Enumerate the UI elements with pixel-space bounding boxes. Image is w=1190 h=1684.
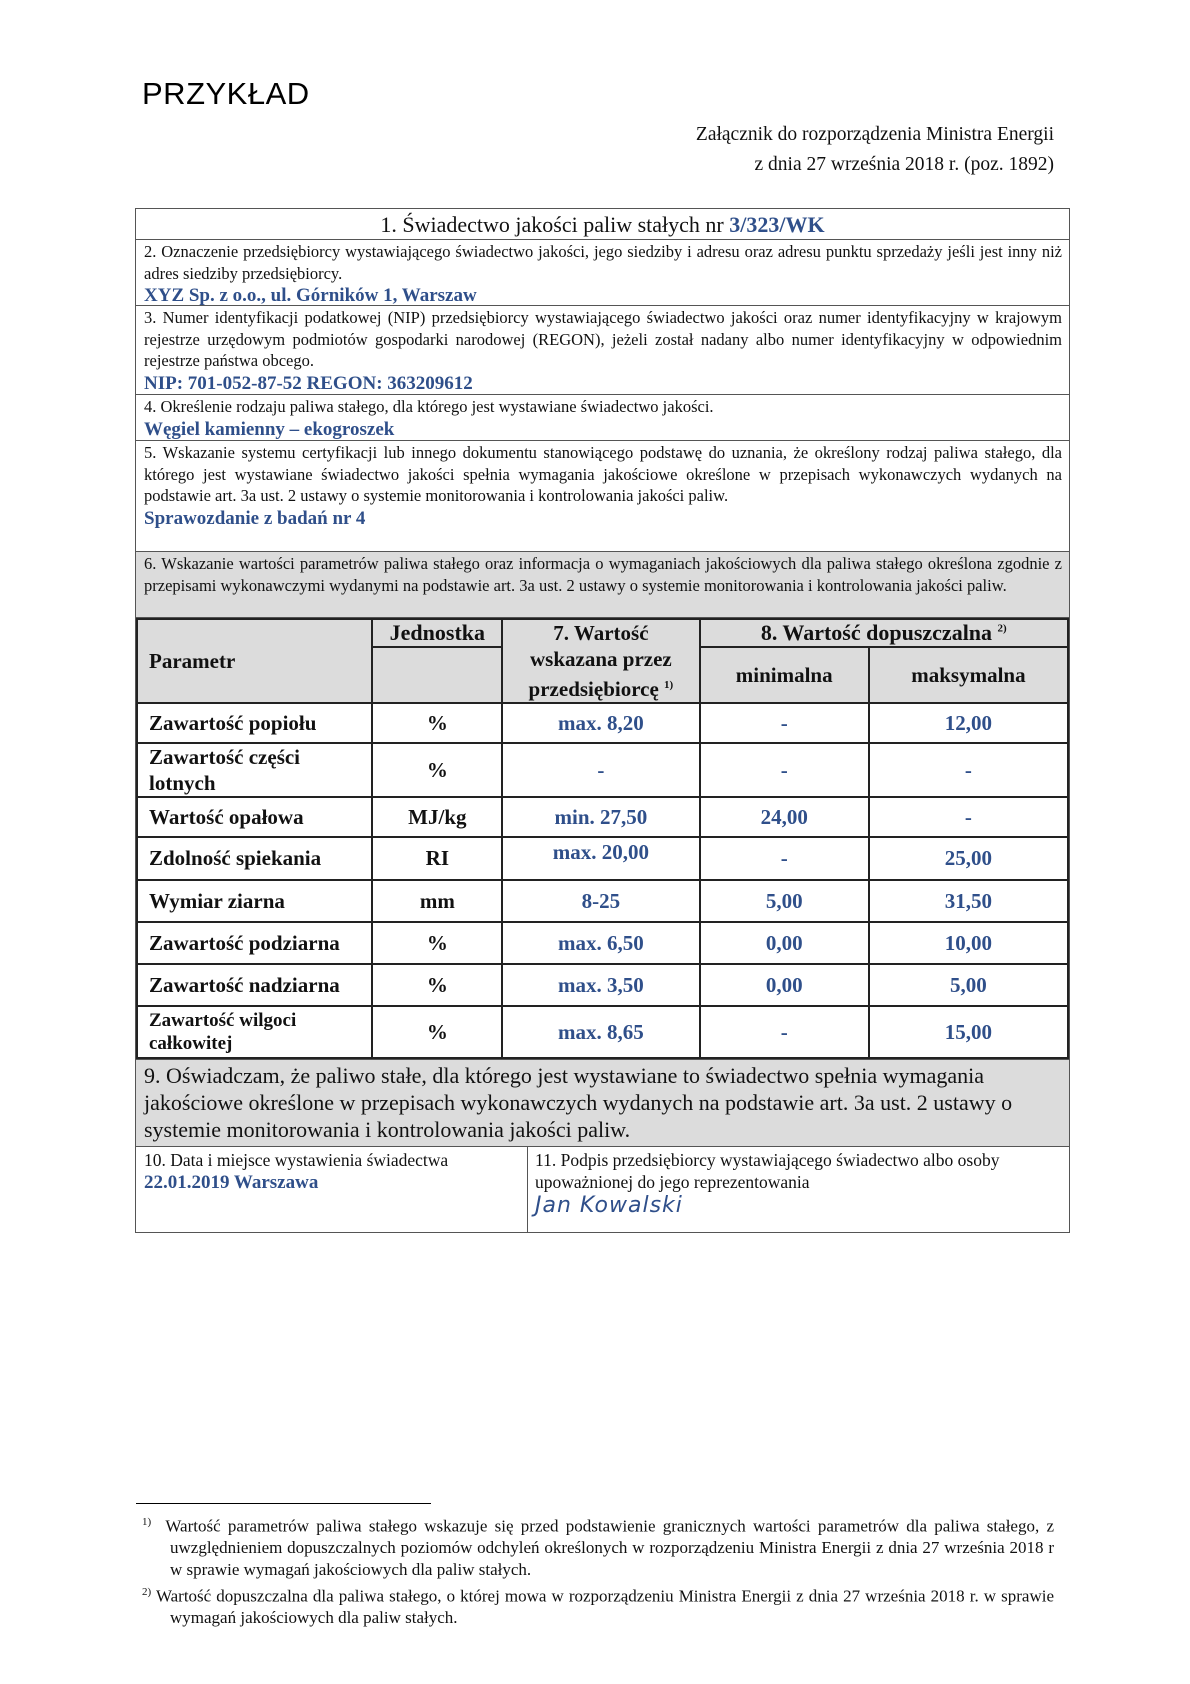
param-name: Zawartość podziarna: [137, 922, 372, 964]
table-row: [137, 922, 1068, 964]
param-unit: mm: [372, 880, 502, 922]
section-3-label: 3. Numer identyfikacji podatkowej (NIP) przedsiębiorcy wystawiającego świadectwo jakości oraz numer identyfikacyjny w krajowym rejestrze urzędowym podmiotów gospodarki narodowej (REGON), jeżeli został nadany albo numer identyfikacyjny w odpowiednim rejestrze państwa obcego.: [144, 308, 1062, 370]
table-row: [137, 837, 1068, 880]
param-name: Zdolność spiekania: [137, 837, 372, 880]
param-max: 10,00: [869, 922, 1068, 964]
header-max: maksymalna: [869, 647, 1068, 703]
section-9-declaration: 9. Oświadczam, że paliwo stałe, dla którego jest wystawiane to świadectwo spełnia wymagania jakościowe określone w przepisach wykonawczych wydanych na podstawie art. 3a ust. 2 ustawy o systemie monitorowania i kontrolowania jakości paliw.: [136, 1060, 1069, 1147]
section-1-title: [136, 209, 1069, 240]
header-declared-value: [502, 619, 699, 703]
table-row: [137, 797, 1068, 837]
section-11-label: 11. Podpis przedsiębiorcy wystawiającego świadectwo albo osoby upoważnionej do jego reprezentowania: [535, 1150, 1000, 1192]
footnote-1: [142, 1512, 1054, 1580]
header-allowed-value-text: 8. Wartość dopuszczalna: [760, 620, 993, 645]
param-unit: %: [372, 922, 502, 964]
section-10: [136, 1147, 528, 1232]
param-min: -: [700, 1006, 869, 1058]
section-2-label: 2. Oznaczenie przedsiębiorcy wystawiającego świadectwo jakości, jego siedziby i adresu oraz adresu punktu sprzedaży jeśli jest inny niż adres siedziby przedsiębiorcy.: [144, 242, 1062, 283]
header-declared-value-text: 7. Wartość wskazana przez przedsiębiorcę: [528, 621, 672, 701]
table-row: [137, 703, 1068, 743]
param-max: 31,50: [869, 880, 1068, 922]
param-max: -: [869, 797, 1068, 837]
param-declared: 8-25: [502, 880, 699, 922]
certificate-number: 3/323/WK: [729, 212, 825, 237]
footnote-separator: [136, 1503, 431, 1504]
param-unit: RI: [372, 837, 502, 880]
annex-note: [696, 120, 1054, 180]
param-unit: %: [372, 1006, 502, 1058]
table-header-row-1: [137, 619, 1068, 647]
footnote-mark: 1): [142, 1516, 152, 1528]
param-min: 0,00: [700, 922, 869, 964]
param-max: 15,00: [869, 1006, 1068, 1058]
param-unit: %: [372, 743, 502, 797]
header-unit: Jednostka: [372, 619, 502, 647]
footnote-2: [142, 1582, 1054, 1629]
certification-document-value: Sprawozdanie z badań nr 4: [144, 507, 366, 529]
param-min: 0,00: [700, 964, 869, 1006]
section-5-label: 5. Wskazanie systemu certyfikacji lub innego dokumentu stanowiącego podstawę do uznania, że określony rodzaj paliwa stałego, dla którego jest wystawiane świadectwo jakości spełnia wymagania jakościowe określone w przepisach wykonawczych wydanych na podstawie art. 3a ust. 2 ustawy o systemie monitorowania i kontrolowania jakości paliw.: [144, 443, 1062, 505]
param-max: 5,00: [869, 964, 1068, 1006]
footnote-mark: 2): [142, 1586, 152, 1599]
param-name: Zawartość części lotnych: [137, 743, 372, 797]
company-address-value: XYZ Sp. z o.o., ul. Górników 1, Warszaw: [144, 285, 477, 306]
annex-line-2: z dnia 27 września 2018 r. (poz. 1892): [754, 154, 1054, 175]
section-4: [136, 395, 1069, 441]
param-max: -: [869, 743, 1068, 797]
table-row: [137, 743, 1068, 797]
header-unit-empty: [372, 647, 502, 703]
param-declared: max. 8,65: [502, 1006, 699, 1058]
section-6: [136, 552, 1069, 618]
footnote-text: Wartość dopuszczalna dla paliwa stałego, o której mowa w rozporządzeniu Ministra Energii z dnia 27 września 2018 r. w sprawie wymagań jakościowych dla paliw stałych.: [155, 1586, 1054, 1628]
section-4-label: 4. Określenie rodzaju paliwa stałego, dla którego jest wystawiane świadectwo jakości.: [144, 397, 714, 416]
footnote-text: Wartość parametrów paliwa stałego wskazuje się przed podstawienie granicznych wartości parametrów dla paliwa stałego, z uwzględnieniem dopuszczalnych poziomów odchyleń określonych w rozporządzeniu Ministra Energii z dnia 27 września 2018 r w sprawie wymagań jakościowych dla paliw stałych.: [165, 1516, 1054, 1579]
table-row: [137, 1006, 1068, 1058]
header-min: minimalna: [700, 647, 869, 703]
param-declared: max. 8,20: [502, 703, 699, 743]
certificate-title-label: 1. Świadectwo jakości paliw stałych nr: [380, 212, 730, 237]
param-declared: max. 20,00: [502, 837, 699, 880]
param-declared: max. 3,50: [502, 964, 699, 1006]
certificate-form: [135, 208, 1070, 1233]
table-row: [137, 964, 1068, 1006]
param-unit: %: [372, 964, 502, 1006]
parameters-table-wrap: [136, 618, 1069, 1060]
handwritten-signature: Jan Kowalski: [535, 1193, 683, 1218]
param-name: Zawartość popiołu: [137, 703, 372, 743]
header-parameter: Parametr: [137, 619, 372, 703]
table-row: [137, 880, 1068, 922]
param-min: -: [700, 837, 869, 880]
param-name: Wartość opałowa: [137, 797, 372, 837]
param-declared: -: [502, 743, 699, 797]
param-name: Wymiar ziarna: [137, 880, 372, 922]
section-11: [528, 1147, 1069, 1232]
param-declared: min. 27,50: [502, 797, 699, 837]
param-unit: %: [372, 703, 502, 743]
section-6-label: 6. Wskazanie wartości parametrów paliwa stałego oraz informacja o wymaganiach jakościowych dla paliwa stałego określona zgodnie z przepisami wykonawczymi wydanymi na podstawie art. 3a ust. 2 ustawy o systemie monitorowania i kontrolowania jakości paliw.: [144, 554, 1062, 595]
footnote-ref-2: 2): [997, 622, 1007, 635]
fuel-type-value: Węgiel kamienny – ekogroszek: [144, 418, 395, 440]
param-unit: MJ/kg: [372, 797, 502, 837]
parameters-table: [136, 618, 1069, 1059]
param-min: -: [700, 703, 869, 743]
param-declared: max. 6,50: [502, 922, 699, 964]
issue-date-place-value: 22.01.2019 Warszawa: [144, 1172, 319, 1193]
param-min: -: [700, 743, 869, 797]
nip-regon-value: NIP: 701-052-87-52 REGON: 363209612: [144, 372, 473, 394]
section-10-11: [136, 1147, 1069, 1232]
param-name: Zawartość wilgoci całkowitej: [137, 1006, 372, 1058]
section-3: [136, 306, 1069, 395]
section-2: [136, 240, 1069, 306]
param-max: 25,00: [869, 837, 1068, 880]
section-5: [136, 441, 1069, 552]
section-10-label: 10. Data i miejsce wystawienia świadectwa: [144, 1150, 449, 1170]
param-min: 5,00: [700, 880, 869, 922]
param-name: Zawartość nadziarna: [137, 964, 372, 1006]
header-allowed-value: [700, 619, 1068, 647]
example-stamp-title: PRZYKŁAD: [142, 76, 310, 111]
param-max: 12,00: [869, 703, 1068, 743]
annex-line-1: Załącznik do rozporządzenia Ministra Energii: [695, 124, 1054, 145]
param-min: 24,00: [700, 797, 869, 837]
footnotes: [142, 1512, 1054, 1631]
footnote-ref-1: 1): [664, 679, 674, 691]
